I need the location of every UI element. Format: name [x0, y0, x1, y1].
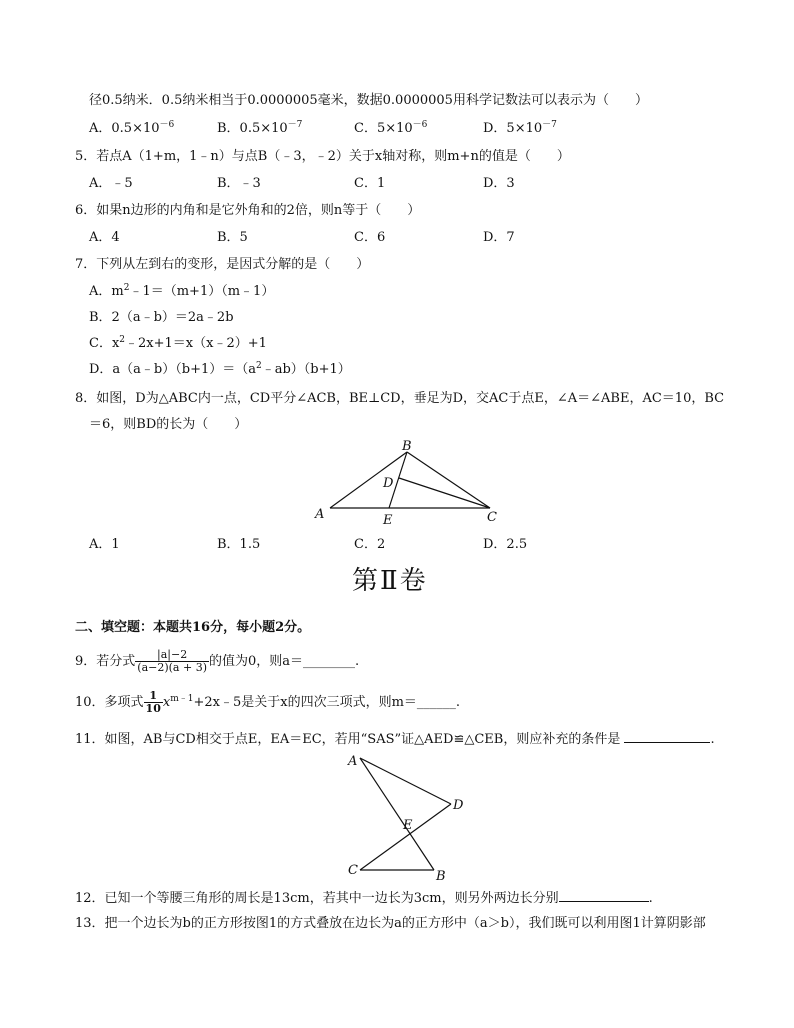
q6-option-c: C．6 — [354, 230, 386, 245]
q7-option-d: D．$a(a﹣b)(b+1)=(a^2﹣ab)(b+1)$ — [89, 361, 351, 377]
q5-stem: 5．若点A（1+m，1﹣n）与点B（﹣3，﹣2）关于x轴对称，则m+n的值是（ ） — [75, 149, 570, 164]
q8-option-a: A．1 — [89, 537, 120, 552]
q7-stem: 7．下列从左到右的变形，是因式分解的是（ ） — [75, 257, 370, 272]
q9: 9．若分式 $\frac{|a|-2}{(a-2)(a + 3)}$ 的值为0，则a＝________. — [75, 648, 360, 674]
q11-label-d: D — [453, 798, 464, 813]
q10: 10．多项式 $\frac{1}{10}$ $x^{m﹣1}+2x﹣5$是关于x的四次三项式，则m＝______. — [75, 689, 461, 715]
q12-answer-blank — [559, 889, 649, 902]
q6-option-b: B．5 — [217, 230, 248, 245]
q9-fraction: $\frac{|a|-2}{(a-2)(a + 3)}$ — [137, 648, 207, 674]
q8-label-e: E — [383, 513, 393, 528]
q11-segment-ad — [360, 758, 451, 804]
q11-segment-dc — [360, 804, 451, 870]
q13-stem: 13．把一个边长为b的正方形按图1的方式叠放在边长为a的正方形中（a＞b），我们既可以利用图1计算阴影部 — [75, 916, 706, 931]
q7-option-c: C．$x^2﹣2x+1=x(x﹣2)+1$ — [89, 335, 267, 351]
q8-segment-ab — [330, 452, 407, 508]
q6-stem: 6．如果n边形的内角和是它外角和的2倍，则n等于（ ） — [75, 203, 421, 218]
q8-label-d: D — [383, 476, 394, 491]
q7-option-a: A．$m^2﹣1=(m+1)(m﹣1)$ — [89, 283, 275, 299]
q5-option-d: D．3 — [483, 176, 515, 191]
q8-stem-line2: ＝6，则BD的长为（ ） — [89, 417, 248, 432]
q12-stem: 12．已知一个等腰三角形的周长是13cm，若其中一边长为3cm，则另外两边长分别 . — [75, 891, 653, 906]
section-title: 第Ⅱ卷 — [352, 566, 428, 596]
q11-stem: 11．如图，AB与CD相交于点E，EA＝EC，若用“SAS”证△AED≌△CEB，则应补充的条件是 . — [75, 732, 715, 747]
q8-option-b: B．1.5 — [217, 537, 261, 552]
q8-segment-cd — [399, 478, 490, 508]
q6-option-d: D．7 — [483, 230, 515, 245]
part2-heading: 二、填空题：本题共16分，每小题2分。 — [75, 620, 311, 635]
q8-label-b: B — [402, 439, 412, 454]
q8-option-d: D．2.5 — [483, 537, 528, 552]
q4-option-c: C．$5\times 10^{-6}$ — [354, 120, 428, 136]
q11-label-b: B — [436, 869, 446, 882]
q11-figure — [340, 750, 470, 882]
q10-fraction: $\frac{1}{10}$ — [145, 689, 161, 715]
q8-triangle-figure — [310, 438, 510, 530]
q5-option-a: A．﹣5 — [89, 176, 133, 191]
q7-option-b: B．2（a﹣b）＝2a﹣2b — [89, 310, 234, 325]
q11-label-e: E — [403, 818, 413, 833]
q11-label-c: C — [348, 863, 358, 878]
q8-option-c: C．2 — [354, 537, 386, 552]
q4-stem: 径0.5纳米．0.5纳米相当于0.0000005毫米，数据0.0000005用科学记数法可以表示为（ ） — [89, 93, 648, 108]
q11-label-a: A — [348, 754, 358, 769]
q4-option-d: D．$5\times 10^{-7}$ — [483, 120, 557, 136]
q4-option-a: A．$0.5\times 10^{-6}$ — [89, 120, 175, 136]
q5-option-c: C．1 — [354, 176, 386, 191]
q11-segment-ab — [360, 758, 434, 870]
q6-option-a: A．4 — [89, 230, 120, 245]
q8-stem-line1: 8．如图，D为△ABC内一点，CD平分∠ACB，BE⊥CD，垂足为D，交AC于点E，∠A＝∠ABE，AC＝10，BC — [75, 391, 725, 406]
q8-label-c: C — [487, 510, 497, 525]
q11-answer-blank — [624, 730, 710, 743]
q4-option-b: B．$0.5\times 10^{-7}$ — [217, 120, 303, 136]
q8-segment-bc — [407, 452, 490, 508]
q8-label-a: A — [315, 507, 325, 522]
q5-option-b: B．﹣3 — [217, 176, 261, 191]
